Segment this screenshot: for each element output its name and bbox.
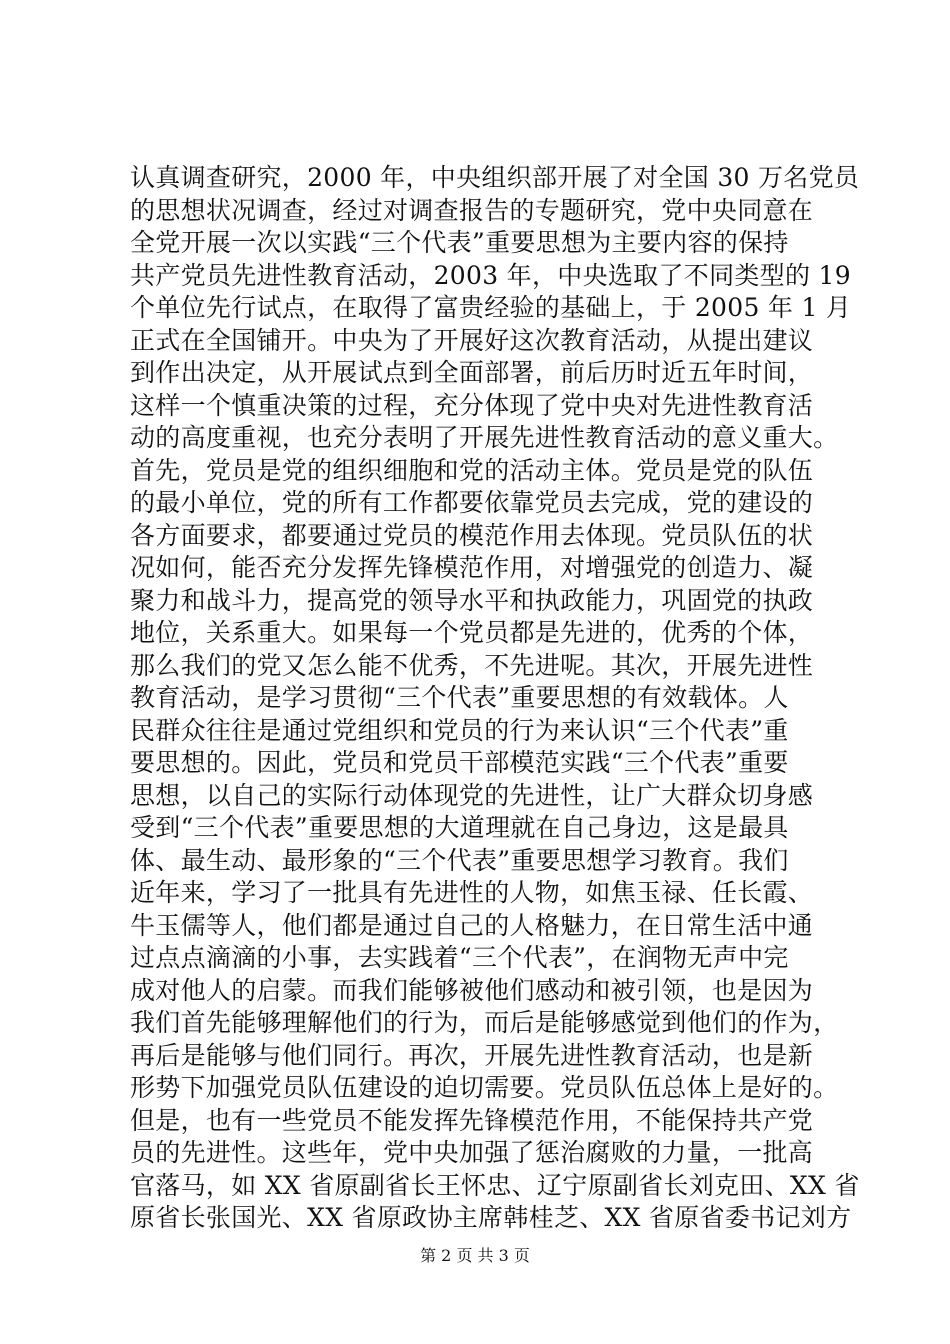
text-line: 正式在全国铺开。中央为了开展好这次教育活动，从提出建议 [130,325,814,355]
text-line: 聚力和战斗力，提高党的领导水平和执政能力，巩固党的执政 [130,585,814,615]
text-line: 过点点滴滴的小事，去实践着“三个代表”，在润物无声中完 [130,943,789,972]
body-text [130,162,860,1235]
text-line: 受到“三个代表”重要思想的大道理就在自己身边，这是最具 [130,813,789,842]
text-line: 形势下加强党员队伍建设的迫切需要。党员队伍总体上是好的。 [130,1073,839,1102]
text-line: 的思想状况调查，经过对调查报告的专题研究，党中央同意在 [130,195,814,225]
text-line: 各方面要求，都要通过党员的模范作用去体现。党员队伍的状 [130,520,814,550]
text-line: 官落马，如 XX 省原副省长王怀忠、辽宁原副省长刘克田、XX 省 [130,1170,860,1200]
text-line: 员的先进性。这些年，党中央加强了惩治腐败的力量，一批高 [130,1138,814,1167]
text-line: 要思想的。因此，党员和党员干部模范实践“三个代表”重要 [130,748,789,777]
text-line: 全党开展一次以实践“三个代表”重要思想为主要内容的保持 [130,228,789,257]
text-line: 地位，关系重大。如果每一个党员都是先进的，优秀的个体， [130,618,814,647]
text-line: 我们首先能够理解他们的行为，而后是能够感觉到他们的作为， [130,1008,839,1037]
text-line: 这样一个慎重决策的过程，充分体现了党中央对先进性教育活 [130,390,814,420]
text-line: 牛玉儒等人，他们都是通过自己的人格魅力，在日常生活中通 [130,910,814,940]
text-line: 成对他人的启蒙。而我们能够被他们感动和被引领，也是因为 [130,975,814,1005]
text-line: 思想，以自己的实际行动体现党的先进性，让广大群众切身感 [130,780,814,810]
text-line: 那么我们的党又怎么能不优秀，不先进呢。其次，开展先进性 [130,650,814,680]
text-line: 到作出决定，从开展试点到全面部署，前后历时近五年时间， [130,358,814,387]
text-line: 原省长张国光、XX 省原政协主席韩桂芝、XX 省原省委书记刘方 [130,1203,852,1232]
text-line: 的最小单位，党的所有工作都要依靠党员去完成，党的建设的 [130,488,814,517]
text-line: 体、最生动、最形象的“三个代表”重要思想学习教育。我们 [130,845,789,875]
text-line: 教育活动，是学习贯彻“三个代表”重要思想的有效载体。人 [130,683,789,712]
text-line: 动的高度重视，也充分表明了开展先进性教育活动的意义重大。 [130,423,839,452]
text-line: 共产党员先进性教育活动，2003 年，中央选取了不同类型的 19 [130,260,851,290]
text-line: 再后是能够与他们同行。再次，开展先进性教育活动，也是新 [130,1040,814,1070]
text-line: 个单位先行试点，在取得了富贵经验的基础上，于 2005 年 1 月 [130,293,852,322]
text-line: 但是，也有一些党员不能发挥先锋模范作用，不能保持共产党 [130,1105,814,1135]
text-line: 民群众往往是通过党组织和党员的行为来认识“三个代表”重 [130,715,789,745]
text-line: 况如何，能否充分发挥先锋模范作用，对增强党的创造力、凝 [130,553,814,582]
text-line: 近年来，学习了一批具有先进性的人物，如焦玉禄、任长霞、 [130,878,814,907]
text-line: 认真调查研究，2000 年，中央组织部开展了对全国 30 万名党员 [130,163,860,192]
page-number-footer: 第 2 页 共 3 页 [420,1246,530,1265]
text-line: 首先，党员是党的组织细胞和党的活动主体。党员是党的队伍 [130,455,814,485]
